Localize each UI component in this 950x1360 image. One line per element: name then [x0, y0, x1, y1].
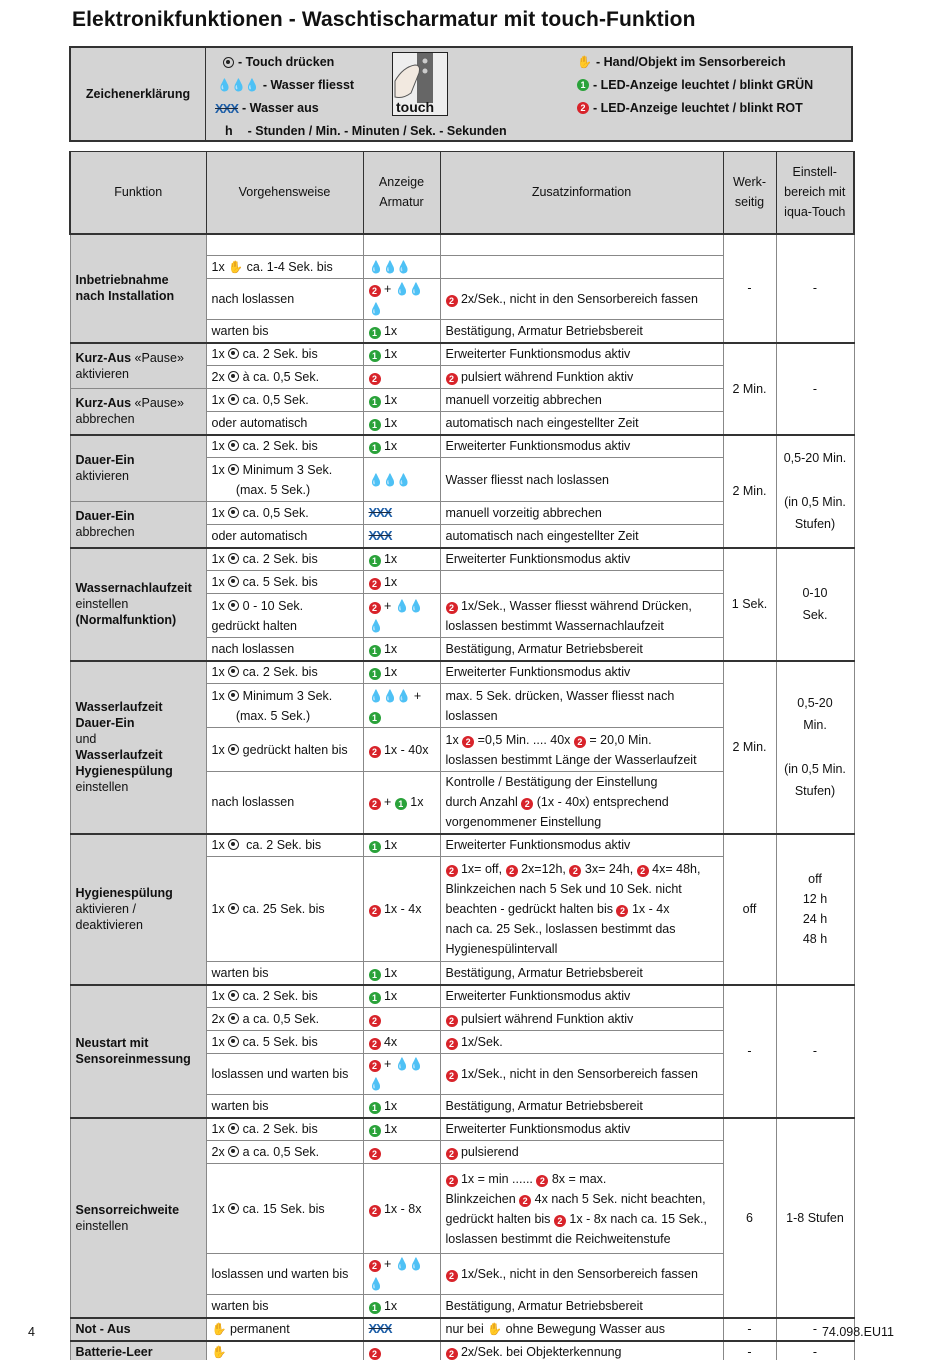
- table-row: nach loslassen 1 1x Bestätigung, Armatur Betriebsbereit: [70, 638, 854, 661]
- header-funktion: Funktion: [70, 152, 206, 234]
- touch-icon: [228, 600, 239, 611]
- function-inbetriebnahme: Inbetriebnahme nach Installation: [70, 234, 206, 343]
- water-off-icon: XXX: [368, 1321, 392, 1336]
- hand-icon: ✋: [228, 260, 244, 274]
- header-einstell: Einstell-bereich mit iqua-Touch: [776, 152, 854, 234]
- table-row: warten bis 1 1x Bestätigung, Armatur Betriebsbereit: [70, 962, 854, 985]
- touch-icon: [228, 348, 239, 359]
- function-table: [69, 151, 855, 1360]
- water-drops-icon: 💧💧💧: [217, 78, 259, 92]
- table-row: nach loslassen 2 + 💧💧💧 2 2x/Sek., nicht in den Sensorbereich fassen: [70, 279, 854, 320]
- led-green-icon: 1: [577, 79, 589, 91]
- water-off-icon: XXX: [368, 527, 392, 543]
- function-batterie-leer: Batterie-Leer: [70, 1341, 206, 1360]
- table-row: 1x Minimum 3 Sek. (max. 5 Sek.) 💧💧💧 Wasser fliesst nach loslassen: [70, 458, 854, 502]
- legend-time: h - Stunden / Min. - Minuten / Sek. - Sekunden: [225, 124, 507, 138]
- function-dauerein-aktivieren: Dauer-Ein aktivieren: [70, 435, 206, 502]
- touch-icon: [228, 666, 239, 677]
- page-title: Elektronikfunktionen - Waschtischarmatur mit touch-Funktion: [72, 8, 696, 31]
- table-row: warten bis 1 1x Bestätigung, Armatur Betriebsbereit: [70, 1095, 854, 1118]
- legend-led-red: 2 - LED-Anzeige leuchtet / blinkt ROT: [577, 98, 803, 118]
- hand-icon: ✋: [211, 1345, 227, 1359]
- led-red-icon: 2: [577, 102, 589, 114]
- table-row: Not - Aus ✋ permanent XXX nur bei ✋ ohne Bewegung Wasser aus - -: [70, 1318, 854, 1341]
- touch-icon: [228, 839, 239, 850]
- legend-water-off: XXX - Wasser aus: [215, 100, 319, 116]
- touch-icon: [228, 744, 239, 755]
- touch-icon: [228, 1013, 239, 1024]
- function-kurzaus-abbrechen: Kurz-Aus «Pause» abbrechen: [70, 389, 206, 435]
- table-row: 1x gedrückt halten bis 2 1x - 40x 1x 2 =0,5 Min. .... 40x 2 = 20,0 Min. loslassen bestimmt Länge der Wasserlaufzeit: [70, 728, 854, 772]
- page-number: 4: [28, 1325, 35, 1339]
- table-row: nach loslassen 2 + 1 1x Kontrolle / Bestätigung der Einstellung durch Anzahl 2 (1x - 40x) entsprechend vorgenommener Einstellung: [70, 772, 854, 834]
- table-row: Dauer-Ein aktivieren 1x ca. 2 Sek. bis 1 1x Erweiterter Funktionsmodus aktiv 2 Min. 0,5-20 Min. (in 0,5 Min. Stufen): [70, 435, 854, 458]
- touch-illustration: [392, 52, 448, 116]
- hand-icon: ✋: [487, 1322, 503, 1336]
- touch-icon: [228, 576, 239, 587]
- touch-icon: [228, 1146, 239, 1157]
- function-kurzaus-aktivieren: Kurz-Aus «Pause» aktivieren: [70, 343, 206, 389]
- table-row: Sensorreichweite einstellen 1x ca. 2 Sek. bis 1 1x Erweiterter Funktionsmodus aktiv 6 1-8 Stufen: [70, 1118, 854, 1141]
- document-code: 74.098.EU11: [821, 1325, 894, 1339]
- function-dauerein-abbrechen: Dauer-Ein abbrechen: [70, 502, 206, 548]
- legend-heading: Zeichenerklärung: [71, 48, 206, 140]
- table-row: 1x ca. 5 Sek. bis 2 4x 2 1x/Sek.: [70, 1031, 854, 1054]
- function-not-aus: Not - Aus: [70, 1318, 206, 1341]
- table-row: 1x ca. 5 Sek. bis 2 1x: [70, 571, 854, 594]
- table-row: 1x ✋ ca. 1-4 Sek. bis 💧💧💧: [70, 256, 854, 279]
- table-row: Wasserlaufzeit Dauer-Ein und Wasserlaufzeit Hygienespülung einstellen 1x ca. 2 Sek. bis 1 1x Erweiterter Funktionsmodus aktiv 2 Min. 0,5-20 Min. (in 0,5 Min. Stufen): [70, 661, 854, 684]
- touch-icon: [223, 57, 234, 68]
- legend-led-green: 1 - LED-Anzeige leuchtet / blinkt GRÜN: [577, 75, 813, 95]
- function-neustart: Neustart mit Sensoreinmessung: [70, 985, 206, 1118]
- table-header: [70, 152, 854, 234]
- table-row: 1x 0 - 10 Sek. gedrückt halten 2 + 💧💧💧 2 1x/Sek., Wasser fliesst während Drücken, loslassen bestimmt Wassernachlaufzeit: [70, 594, 854, 638]
- table-row: Dauer-Ein abbrechen 1x ca. 0,5 Sek. XXX manuell vorzeitig abbrechen: [70, 502, 854, 525]
- table-row: 2x a ca. 0,5 Sek. 2 2 pulsiert während Funktion aktiv: [70, 1008, 854, 1031]
- table-row: loslassen und warten bis 2 + 💧💧💧 2 1x/Sek., nicht in den Sensorbereich fassen: [70, 1054, 854, 1095]
- touch-icon: [228, 1203, 239, 1214]
- header-zusatz: Zusatzinformation: [440, 152, 723, 234]
- touch-icon: [228, 464, 239, 475]
- touch-icon: [228, 1123, 239, 1134]
- legend-box: [69, 46, 853, 142]
- table-row: Kurz-Aus «Pause» aktivieren 1x ca. 2 Sek. bis 1 1x Erweiterter Funktionsmodus aktiv 2 Min. -: [70, 343, 854, 366]
- water-off-icon: XXX: [215, 100, 239, 116]
- touch-icon: [228, 553, 239, 564]
- function-sensorreichweite: Sensorreichweite einstellen: [70, 1118, 206, 1318]
- table-row: Inbetriebnahme nach Installation - -: [70, 234, 854, 256]
- table-row: 1x ca. 25 Sek. bis 2 1x - 4x 2 1x= off, 2 2x=12h, 2 3x= 24h, 2 4x= 48h, Blinkzeichen nach 5 Sek und 10 Sek. nicht beachten - gedrückt halten bis 2 1x - 4x nach ca. 25 Sek., loslassen bestimmt das Hygienespülintervall: [70, 857, 854, 962]
- touch-icon: [228, 903, 239, 914]
- table-row: 1x Minimum 3 Sek. (max. 5 Sek.) 💧💧💧 + 1 max. 5 Sek. drücken, Wasser fliesst nach loslassen: [70, 684, 854, 728]
- table-row: Neustart mit Sensoreinmessung 1x ca. 2 Sek. bis 1 1x Erweiterter Funktionsmodus aktiv - -: [70, 985, 854, 1008]
- touch-label: touch: [396, 99, 435, 115]
- water-drops-icon: 💧💧💧: [368, 260, 411, 274]
- header-werk: Werk-seitig: [723, 152, 776, 234]
- touch-icon: [228, 1036, 239, 1047]
- touch-icon: [228, 507, 239, 518]
- header-anzeige: Anzeige Armatur: [363, 152, 440, 234]
- function-hygienespuelung: Hygienespülung aktivieren / deaktivieren: [70, 834, 206, 985]
- table-row: Batterie-Leer ✋ 2 2 2x/Sek. bei Objekterkennung - -: [70, 1341, 854, 1360]
- table-row: loslassen und warten bis 2 + 💧💧💧 2 1x/Sek., nicht in den Sensorbereich fassen: [70, 1254, 854, 1295]
- water-off-icon: XXX: [368, 505, 392, 520]
- function-wassernachlaufzeit: Wassernachlaufzeit einstellen (Normalfunktion): [70, 548, 206, 661]
- table-row: oder automatisch 1 1x automatisch nach eingestellter Zeit: [70, 412, 854, 435]
- table-row: 2x a ca. 0,5 Sek. 2 2 pulsierend: [70, 1141, 854, 1164]
- header-vorgehen: Vorgehensweise: [206, 152, 363, 234]
- touch-icon: [228, 990, 239, 1001]
- table-row: 2x à ca. 0,5 Sek. 2 2 pulsiert während Funktion aktiv: [70, 366, 854, 389]
- touch-icon: [228, 690, 239, 701]
- hand-icon: ✋: [211, 1322, 227, 1336]
- finger-touch-icon: [393, 53, 448, 103]
- touch-icon: [228, 440, 239, 451]
- legend-touch: - Touch drücken: [223, 52, 334, 72]
- touch-icon: [228, 371, 239, 382]
- table-row: oder automatisch XXX automatisch nach eingestellter Zeit: [70, 525, 854, 548]
- table-row: Hygienespülung aktivieren / deaktivieren 1x ca. 2 Sek. bis 1 1x Erweiterter Funktionsmodus aktiv off off 12 h 24 h 48 h: [70, 834, 854, 857]
- table-row: warten bis 1 1x Bestätigung, Armatur Betriebsbereit: [70, 320, 854, 343]
- table-row: Wassernachlaufzeit einstellen (Normalfunktion) 1x ca. 2 Sek. bis 1 1x Erweiterter Funktionsmodus aktiv 1 Sek. 0-10 Sek.: [70, 548, 854, 571]
- table-row: 1x ca. 15 Sek. bis 2 1x - 8x 2 1x = min ...... 2 8x = max. Blinkzeichen 2 4x nach 5 Sek. nicht beachten, gedrückt halten bis 2 1x - 8x nach ca. 15 Sek., loslassen bestimmt die Reichweitenstufe: [70, 1164, 854, 1254]
- hand-icon: ✋: [577, 55, 592, 69]
- legend-hand: ✋ - Hand/Objekt im Sensorbereich: [577, 55, 786, 69]
- table-row: Kurz-Aus «Pause» abbrechen 1x ca. 0,5 Sek. 1 1x manuell vorzeitig abbrechen: [70, 389, 854, 412]
- function-wasserlaufzeit: Wasserlaufzeit Dauer-Ein und Wasserlaufzeit Hygienespülung einstellen: [70, 661, 206, 834]
- legend-water-on: 💧💧💧 - Wasser fliesst: [217, 78, 355, 92]
- legend-body: [207, 48, 851, 140]
- table-row: warten bis 1 1x Bestätigung, Armatur Betriebsbereit: [70, 1295, 854, 1318]
- touch-icon: [228, 394, 239, 405]
